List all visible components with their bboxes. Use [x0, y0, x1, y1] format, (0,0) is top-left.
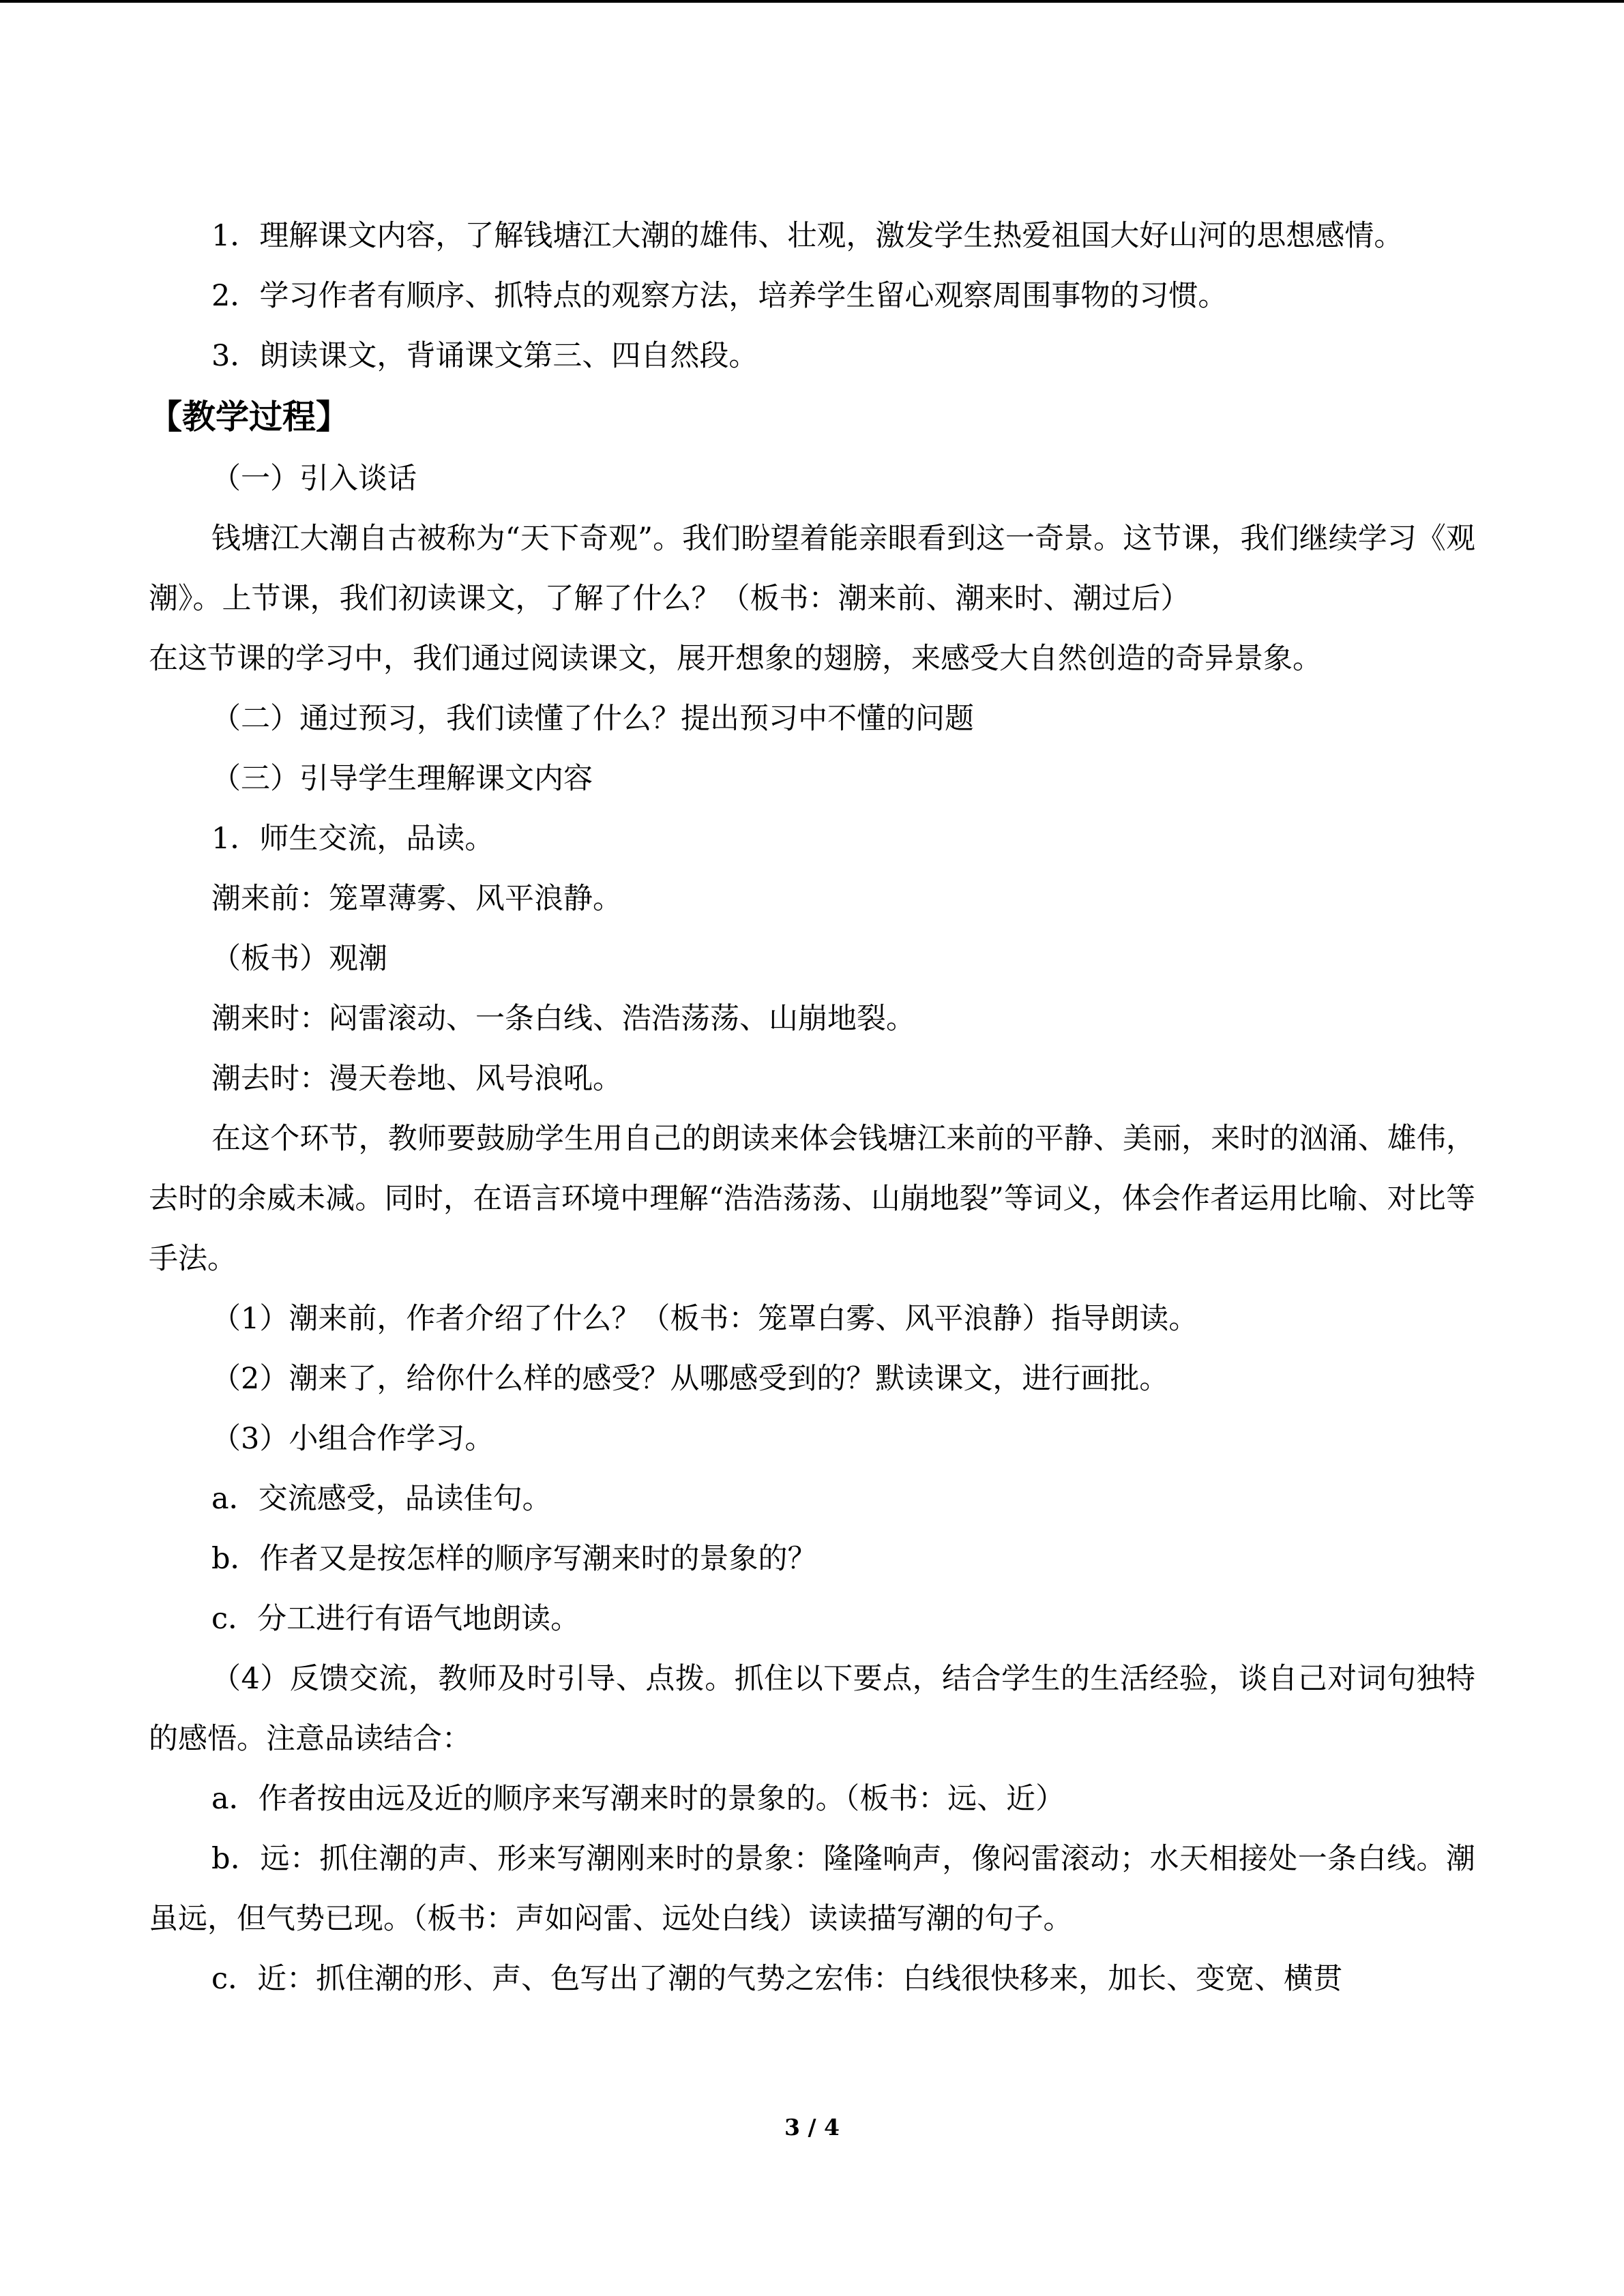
paragraph: 3．朗读课文，背诵课文第三、四自然段。 [211, 339, 758, 373]
paragraph: b．作者又是按怎样的顺序写潮来时的景象的？ [211, 1542, 817, 1576]
paragraph: （3）小组合作学习。 [211, 1422, 494, 1456]
paragraph: （二）通过预习，我们读懂了什么？提出预习中不懂的问题 [211, 702, 974, 736]
paragraph: 钱塘江大潮自古被称为“天下奇观”。我们盼望着能亲眼看到这一奇景。这节课，我们继续学习《观潮》。上节课，我们初读课文，了解了什么？（板书：潮来前、潮来时、潮过后） [149, 522, 1475, 616]
paragraph: （三）引导学生理解课文内容 [211, 762, 593, 796]
paragraph: 1．理解课文内容，了解钱塘江大潮的雄伟、壮观，激发学生热爱祖国大好山河的思想感情。 [211, 219, 1404, 253]
paragraph: （一）引入谈话 [211, 462, 417, 496]
document-body [149, 206, 1475, 2009]
paragraph: 潮来前：笼罩薄雾、风平浪静。 [211, 882, 622, 916]
paragraph: 潮来时：闷雷滚动、一条白线、浩浩荡荡、山崩地裂。 [211, 1002, 915, 1036]
paragraph: （4）反馈交流，教师及时引导、点拨。抓住以下要点，结合学生的生活经验，谈自己对词句独特的感悟。注意品读结合： [149, 1662, 1475, 1756]
paragraph: 2．学习作者有顺序、抓特点的观察方法，培养学生留心观察周围事物的习惯。 [211, 279, 1228, 313]
page-number: 3 / 4 [784, 2114, 840, 2141]
paragraph: 在这个环节，教师要鼓励学生用自己的朗读来体会钱塘江来前的平静、美丽，来时的汹涌、雄伟，去时的余威未减。同时，在语言环境中理解“浩浩荡荡、山崩地裂”等词义，体会作者运用比喻、对比等手法。 [149, 1122, 1475, 1276]
page-top-rule [0, 0, 1624, 3]
paragraph: 在这节课的学习中，我们通过阅读课文，展开想象的翅膀，来感受大自然创造的奇异景象。 [149, 642, 1322, 676]
paragraph: c．分工进行有语气地朗读。 [211, 1602, 580, 1636]
paragraph: （2）潮来了，给你什么样的感受？从哪感受到的？默读课文，进行画批。 [211, 1362, 1169, 1396]
paragraph: 潮去时：漫天卷地、风号浪吼。 [211, 1062, 622, 1096]
paragraph: c．近：抓住潮的形、声、色写出了潮的气势之宏伟：白线很快移来，加长、变宽、横贯 [211, 1962, 1343, 1996]
paragraph: a．作者按由远及近的顺序来写潮来时的景象的。（板书：远、近） [211, 1782, 1065, 1816]
paragraph: （板书）观潮 [211, 942, 387, 976]
paragraph: b．远：抓住潮的声、形来写潮刚来时的景象：隆隆响声，像闷雷滚动；水天相接处一条白线。潮虽远，但气势已现。（板书：声如闷雷、远处白线）读读描写潮的句子。 [149, 1842, 1475, 1936]
paragraph: （1）潮来前，作者介绍了什么？（板书：笼罩白雾、风平浪静）指导朗读。 [211, 1302, 1198, 1336]
paragraph: a．交流感受，品读佳句。 [211, 1482, 552, 1516]
paragraph: 1．师生交流，品读。 [211, 822, 494, 856]
section-heading: 【教学过程】 [149, 398, 350, 436]
